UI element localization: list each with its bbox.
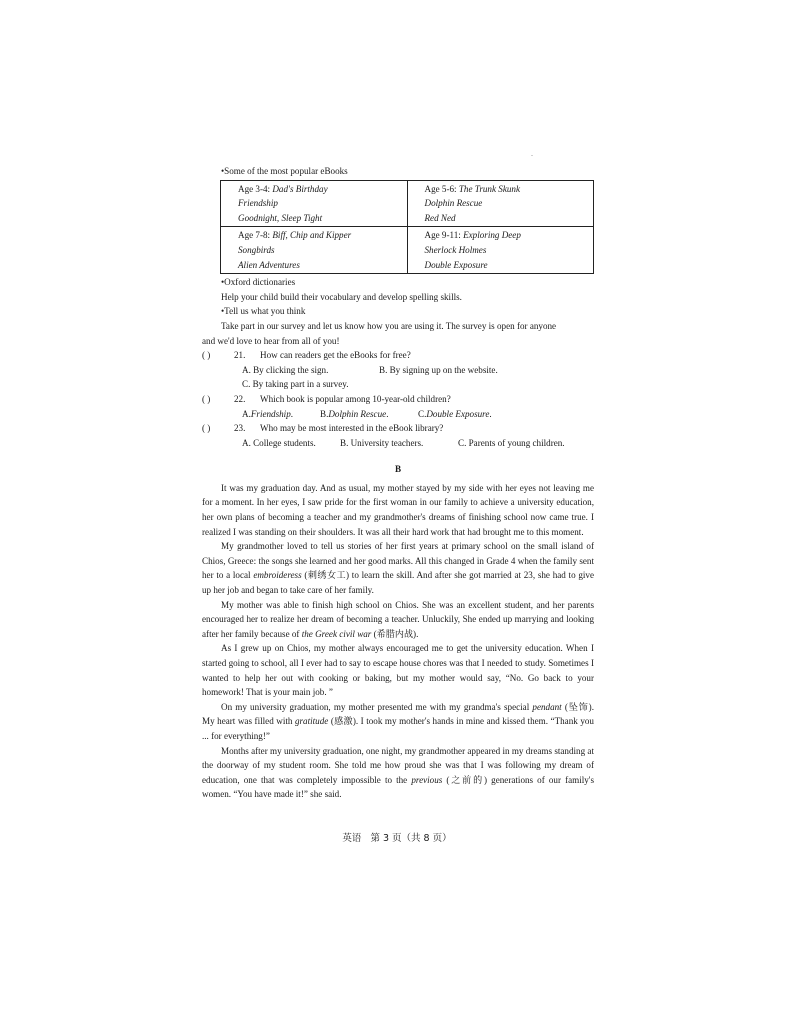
section-b-heading: B (394, 464, 402, 475)
answer-blank[interactable]: ( ) (202, 423, 211, 434)
option-c: C.Double Exposure. (418, 408, 492, 419)
question-21 (202, 348, 594, 363)
scan-speck: . (531, 149, 533, 158)
question-22-options (202, 407, 594, 422)
ebooks-cell: Age 3-4: Dad's Birthday Friendship Goodnight, Sleep Tight (221, 180, 408, 227)
option-b: B. By signing up on the website. (379, 364, 498, 375)
book-title: Goodnight, Sleep Tight (238, 212, 323, 223)
passage-paragraph: On my university graduation, my mother presented me with my grandma's special pendant (坠饰). My heart was filled with gratitude (感激). I took my mother's hands in mine and kissed them. “Thank you ... for everything!” (202, 701, 594, 741)
glossed-word: gratitude (294, 716, 329, 727)
gloss: (之前的) (442, 774, 492, 785)
gloss: (感激). (328, 716, 361, 727)
question-text: Which book is popular among 10-year-old children? (260, 393, 451, 404)
option-c: C. Parents of young children. (458, 437, 565, 448)
book-title: Dad's Birthday (272, 183, 328, 194)
ebooks-table (220, 180, 594, 275)
glossed-word: embroideress (253, 570, 302, 581)
passage-paragraph: Months after my university graduation, one night, my grandmother appeared in my dreams standing at the doorway of my student room. She told me how proud she was that I was following my dream of education, one that was completely impossible to the previous (之前的) generations of our family's women. “You have made it!” she said. (202, 745, 594, 800)
book-title: Friendship (238, 198, 278, 209)
question-text: Who may be most interested in the eBook library? (260, 423, 444, 434)
answer-blank[interactable]: ( ) (202, 393, 211, 404)
book-title: Dolphin Rescue (424, 198, 483, 209)
question-23 (202, 421, 594, 436)
passage-paragraph: My mother was able to finish high school on Chios. She was an excellent student, and her parents encouraged her to realize her dream of becoming a teacher. Unluckily, She ended up marrying and looking after her family because of the Greek civil war (希腊内战). (202, 599, 594, 639)
footer-subject: 英语 (342, 833, 362, 844)
gloss: (刺绣女工) (301, 570, 352, 581)
footer-page-number: 第 3 页（共 8 页） (370, 833, 452, 844)
book-title: Double Exposure (424, 259, 488, 270)
glossed-word: previous (411, 774, 443, 785)
book-title: Red Ned (424, 212, 456, 223)
question-22 (202, 392, 594, 407)
passage-paragraph: My grandmother loved to tell us stories of her first years at primary school on the small island of Chios, Greece: the songs she learned and her good marks. All this changed in Grade 4 when the family sent her to a local embroideress (刺绣女工) to learn the skill. And after she got married at 23, she had to give up her job and began to take care of her family. (202, 541, 595, 596)
book-title: The Trunk Skunk (458, 183, 520, 194)
gloss: (希腊内战). (371, 628, 419, 639)
ebooks-row (221, 180, 594, 227)
ebooks-cell: Age 9-11: Exploring Deep Sherlock Holmes Double Exposure (407, 227, 594, 274)
question-23-options (202, 436, 594, 451)
book-title: Biff, Chip and Kipper (272, 230, 352, 241)
option-a: A. By clicking the sign. (242, 364, 329, 375)
passage-paragraph: It was my graduation day. And as usual, my mother stayed by my side with her eyes not leaving me for a moment. In her eyes, I saw pride for the first woman in our family to achieve a university education, her own plans of becoming a teacher and my grandmother's dreams of finishing school now came true. I realized I was standing on their shoulders. It was all their hard work that had brought me to this moment. (202, 482, 594, 537)
question-number: 23. (234, 423, 246, 434)
survey-heading: •Tell us what you think (221, 306, 306, 317)
page-footer (0, 830, 794, 844)
glossed-word: pendant (532, 701, 562, 712)
ebooks-cell: Age 5-6: The Trunk Skunk Dolphin Rescue Red Ned (407, 180, 594, 227)
passage-paragraph: As I grew up on Chios, my mother always encouraged me to get the university education. When I started going to school, all I ever had to say to escape house chores was that I needed to study. Sometimes I wanted to help her out with cooking or baking, but my mother would say, “No. Go back to your homework! That is your main job. ” (202, 643, 594, 698)
ebooks-cell: Age 7-8: Biff, Chip and Kipper Songbirds Alien Adventures (221, 227, 408, 274)
option-b: B.Dolphin Rescue. (320, 408, 389, 419)
survey-text-continued: and we'd love to hear from all of you! (202, 335, 340, 346)
question-21-options (202, 363, 594, 378)
option-c: C. By taking part in a survey. (242, 379, 349, 390)
book-title: Exploring Deep (463, 230, 521, 241)
book-title: Songbirds (238, 244, 275, 255)
option-a: A. College students. (242, 437, 316, 448)
question-number: 21. (234, 350, 246, 361)
dictionaries-text: Help your child build their vocabulary and develop spelling skills. (221, 291, 462, 302)
option-b: B. University teachers. (340, 437, 424, 448)
ebooks-row (221, 227, 594, 274)
gloss: (坠饰). (561, 701, 594, 712)
book-title: Alien Adventures (238, 259, 300, 270)
popular-ebooks-heading: •Some of the most popular eBooks (221, 166, 348, 176)
dictionaries-heading: •Oxford dictionaries (221, 277, 296, 288)
question-number: 22. (234, 393, 246, 404)
book-title: Sherlock Holmes (424, 244, 487, 255)
answer-blank[interactable]: ( ) (202, 350, 211, 361)
question-text: How can readers get the eBooks for free? (260, 350, 411, 361)
glossed-word: the Greek civil war (301, 628, 372, 639)
survey-text: Take part in our survey and let us know how you are using it. The survey is open for anyone (221, 320, 557, 331)
page-content (202, 164, 594, 802)
option-a: A.Friendship. (242, 408, 294, 419)
